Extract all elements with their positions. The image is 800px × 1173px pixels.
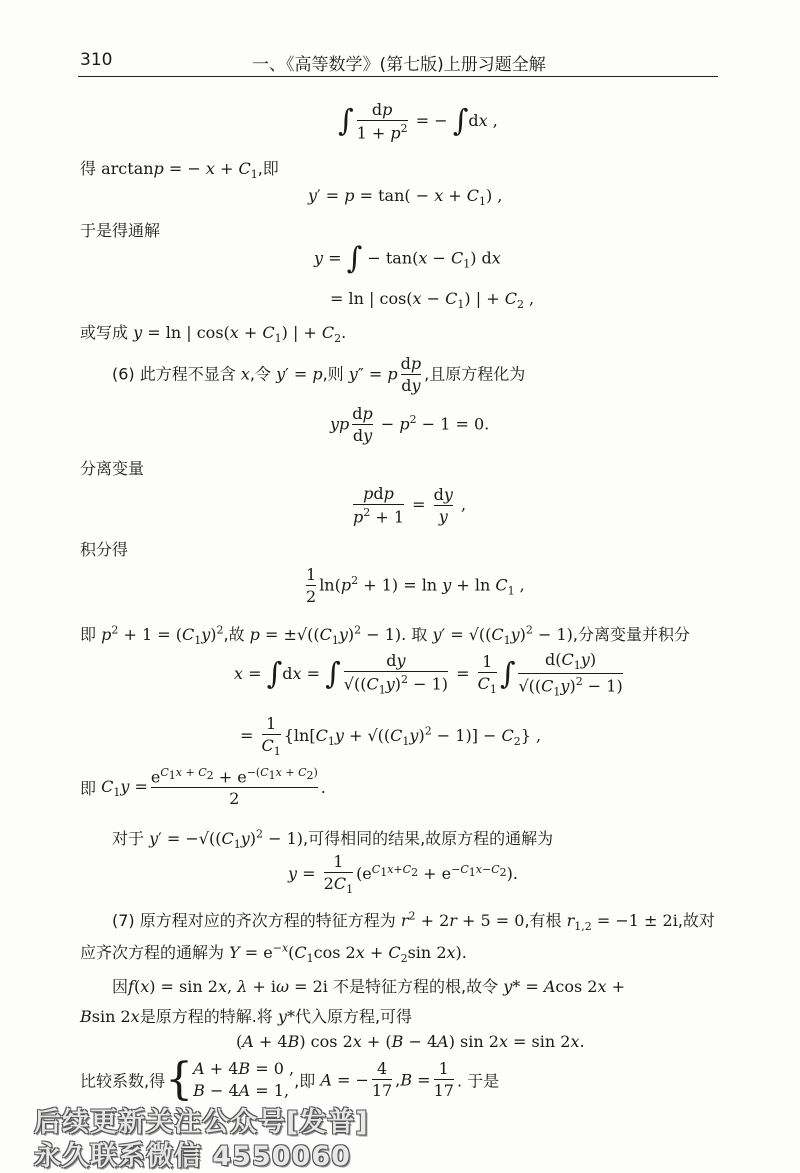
p7-text-b: ,有根 — [524, 911, 562, 930]
line-p-squared: 即 $p^2 + 1 = (C_1y)^2$,故 $p = \pm√((C_1y)^2 - 1)$. 取 $y' = √((C_1y)^2 - 1)$,分离变量并积分 — [80, 623, 691, 648]
word-qu: 取 — [411, 625, 428, 644]
line-general-solution: 于是得通解 — [80, 221, 161, 240]
word-dairu: 代入原方程,可得 — [294, 1007, 413, 1026]
header-rule — [78, 76, 718, 77]
equation-11: (A + 4B) cos 2x + (B − 4A) sin 2x = sin 2x. — [236, 1032, 585, 1051]
p6-text-d: ,且原方程化为 — [424, 364, 526, 384]
word-fenli-jifen: ,分离变量并积分 — [572, 625, 691, 644]
line-separate: 分离变量 — [80, 459, 145, 478]
word-ji2: 即 — [80, 779, 97, 799]
watermark-line-2: 永久联系微信 4550060 — [34, 1141, 351, 1172]
problem-7-line-1: (7) 原方程对应的齐次方程的特征方程为 $r^2 + 2r + 5 = 0$,有根 $r_{1,2} = -1 \pm 2i$,故对 — [112, 909, 715, 934]
line-c1y: 即 $C_1y$ = $\frac{e^{C_1x + C_2} + e^{-(C_1x + C_2)}}{2}$ . — [80, 766, 326, 809]
word-bijiao: 比较系数,得 — [80, 1071, 166, 1091]
equation-7: $\frac{1}{2}$ $\ln(p^2 + 1) = \ln y + \ln C_1$ , — [306, 565, 525, 606]
p7-text-d: 应齐次方程的通解为 — [80, 943, 225, 962]
word-yin: 因 — [112, 977, 129, 996]
p7-text-c: ,故对 — [677, 911, 715, 930]
p7-text-a: (7) 原方程对应的齐次方程的特征方程为 — [112, 911, 396, 930]
line-integrate: 积分得 — [80, 540, 129, 559]
word-ji-p: 即 — [80, 625, 97, 644]
equation-1: ∫ $\frac{dp}{1 + p^2}$ = − ∫dx , — [338, 100, 498, 143]
equation-9: = $\frac{1}{C_1}$ $\{\ln[C_1y + √((C_1y)^2 - 1)] - C_2\}$ , — [240, 714, 542, 759]
equation-10: y = $\frac{1}{2C_1}$ $(e^{C_1x+C_2} + e^{-C_1x-C_2})$. — [288, 852, 518, 897]
word-kede: ,可得相同的结果,故原方程的通解为 — [303, 829, 554, 848]
problem-7-line-4: Bsin 2x是原方程的特解.将 y*代入原方程,可得 — [80, 1007, 413, 1026]
p6-text-a: (6) 此方程不显含 — [112, 364, 236, 384]
line-negative-case: 对于 $y' = -√((C_1y)^2 - 1)$,可得相同的结果,故原方程的通解为 — [112, 827, 554, 852]
running-title: 一、《高等数学》(第七版)上册习题全解 — [252, 55, 546, 75]
equation-4: = ln | $\cos(x - C_1)$ | + $C_2$ , — [330, 289, 535, 312]
word-shi-tejie: 是原方程的特解.将 — [139, 1007, 273, 1026]
word-gu: ,故 — [223, 625, 245, 644]
word-ji: ,即 — [257, 159, 279, 178]
equation-2: $y' = p = \tan( - x + C_1)$ , — [308, 186, 503, 209]
line-compare: 比较系数,得{ A + 4B = 0 , B − 4A = 1, ,即 A = − $\frac{4}{17}$ ,B = $\frac{1}{17}$ . 于是 — [80, 1054, 500, 1105]
p6-text-b: ,令 — [249, 364, 271, 384]
problem-7-line-3: 因f(x) = sin 2x, λ + iω = 2i 不是特征方程的根,故令 y* = Acos 2x + — [112, 977, 625, 996]
word-bushi: 不是特征方程的根,故令 — [333, 977, 499, 996]
problem-7-line-2: 应齐次方程的通解为 $Y = e^{-x}(C_1\cos$ $2x + C_2\sin$ 2x). — [80, 941, 467, 966]
equation-6: $\frac{\text{pdp}}{p^2 + 1}$ = $\frac{dy}{y}$ , — [353, 484, 467, 527]
watermark-line-1: 后续更新关注公众号[发普] — [34, 1107, 369, 1138]
equation-3: y = ∫ − $\tan(x - C_1)$ dx — [314, 241, 501, 276]
word-huoxie: 或写成 — [80, 323, 129, 342]
problem-6-intro: (6) 此方程不显含 x,令 y′ = p,则 y″ = p $\frac{dp}{dy}$ ,且原方程化为 — [112, 354, 526, 395]
equation-8: x = ∫dx = ∫ $\frac{dy}{√((C_1y)^2 - 1)}$ = $\frac{1}{C_1}$ ∫ $\frac{d(C_1y)}{√((C_1y)^2 - 1)}$ — [234, 650, 623, 699]
equation-5: yp $\frac{dp}{dy}$ − $p^2 - 1 = 0$. — [330, 404, 490, 445]
word-duiyu: 对于 — [112, 829, 145, 848]
p6-text-c: ,则 — [322, 364, 344, 384]
line-or-write: 或写成 y = ln | $\cos(x + C_1)$ | + $C_2$. — [80, 323, 347, 346]
page-number: 310 — [80, 50, 113, 70]
word-de: 得 — [80, 159, 97, 178]
word-yushi2: . 于是 — [456, 1071, 500, 1091]
word-ji3: ,即 — [294, 1071, 316, 1091]
line-arctan: 得 arctanp = − $x + C_1$,即 — [80, 159, 279, 182]
